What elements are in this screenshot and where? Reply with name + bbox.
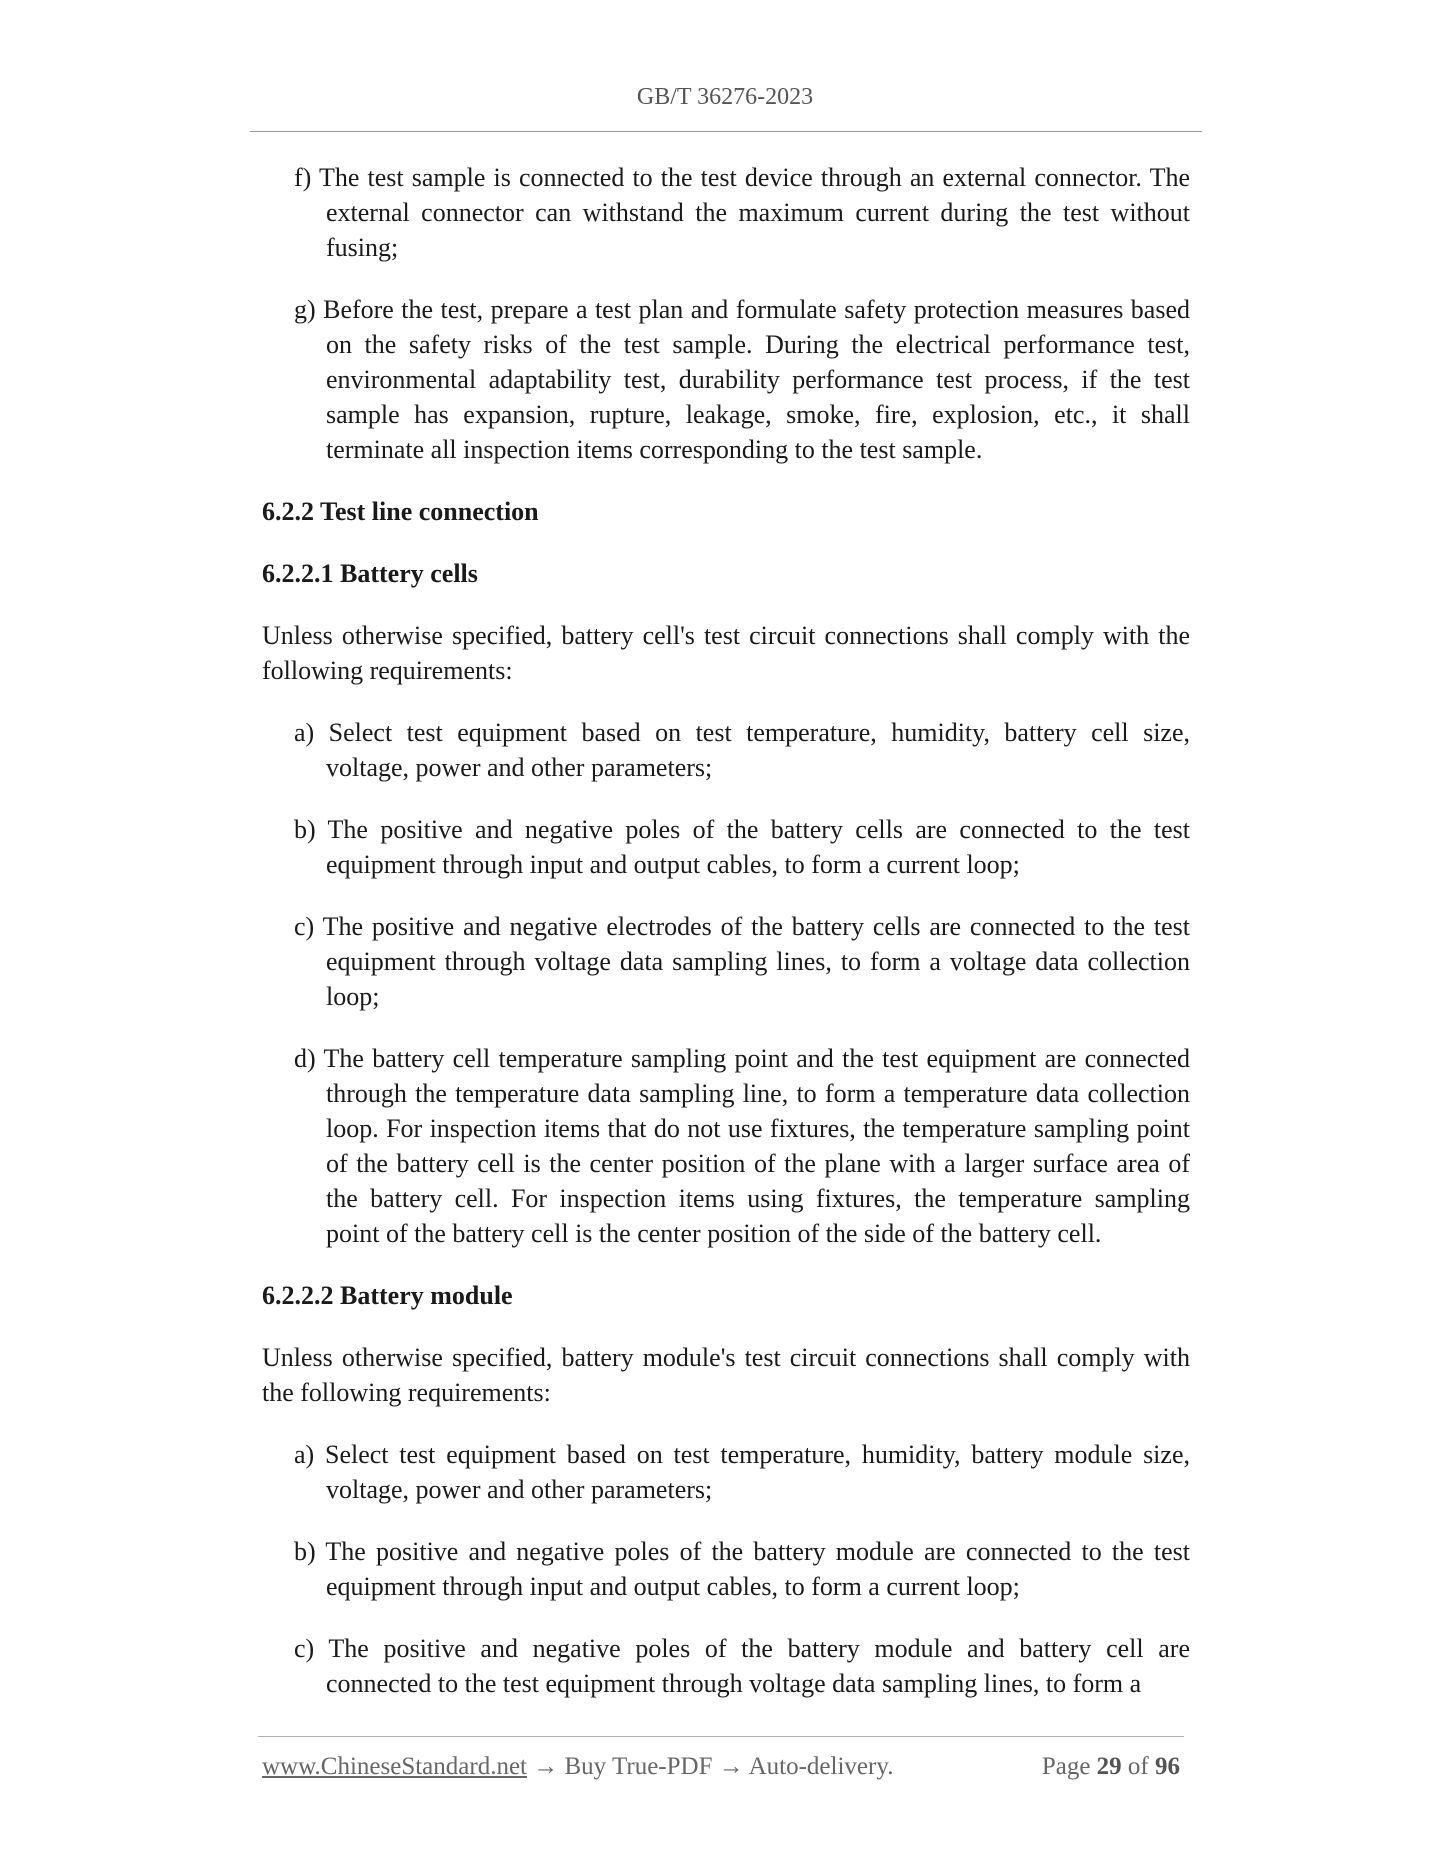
arrow-icon: → bbox=[718, 1753, 744, 1780]
footer bbox=[262, 1753, 1180, 1781]
document-body bbox=[262, 160, 1190, 1728]
paragraph-cell-intro: Unless otherwise specified, battery cell's test circuit connections shall comply with the following requirements: bbox=[262, 621, 1190, 685]
list-item-cell-a: a) Select test equipment based on test temperature, humidity, battery cell size, voltage, power and other parameters; bbox=[294, 718, 1190, 782]
buy-text: Buy True-PDF bbox=[564, 1753, 713, 1780]
footer-divider bbox=[258, 1736, 1184, 1737]
website-link[interactable]: www.ChineseStandard.net bbox=[262, 1753, 527, 1780]
arrow-icon: → bbox=[533, 1753, 559, 1780]
section-heading-6-2-2-1: 6.2.2.1 Battery cells bbox=[262, 559, 478, 588]
header-divider bbox=[250, 131, 1202, 132]
document-header: GB/T 36276-2023 bbox=[636, 84, 814, 110]
list-item-f: f) The test sample is connected to the test device through an external connector. The external connector can withstand the maximum current during the test without fusing; bbox=[294, 163, 1190, 262]
page-number: 29 bbox=[1096, 1753, 1122, 1780]
list-item-module-b: b) The positive and negative poles of the battery module are connected to the test equipment through input and output cables, to form a current loop; bbox=[294, 1537, 1190, 1601]
page-indicator bbox=[1042, 1753, 1180, 1781]
list-item-cell-d: d) The battery cell temperature sampling point and the test equipment are connected through the temperature data sampling line, to form a temperature data collection loop. For inspection items that do not use fixtures, the temperature sampling point of the battery cell is the center position of the plane with a larger surface area of the battery cell. For inspection items using fixtures, the temperature sampling point of the battery cell is the center position of the side of the battery cell. bbox=[294, 1044, 1190, 1248]
page-label: Page bbox=[1041, 1753, 1091, 1780]
list-item-module-a: a) Select test equipment based on test temperature, humidity, battery module size, voltage, power and other parameters; bbox=[294, 1440, 1190, 1504]
list-item-module-c: c) The positive and negative poles of the battery module and battery cell are connected to the test equipment through voltage data sampling lines, to form a bbox=[294, 1634, 1190, 1698]
list-item-g: g) Before the test, prepare a test plan and formulate safety protection measures based on the safety risks of the test sample. During the electrical performance test, environmental adaptability test, durability performance test process, if the test sample has expansion, rupture, leakage, smoke, fire, explosion, etc., it shall terminate all inspection items corresponding to the test sample. bbox=[294, 295, 1190, 464]
of-label: of bbox=[1127, 1753, 1149, 1780]
paragraph-module-intro: Unless otherwise specified, battery module's test circuit connections shall comply with the following requirements: bbox=[262, 1343, 1190, 1407]
total-pages: 96 bbox=[1155, 1753, 1180, 1780]
list-item-cell-c: c) The positive and negative electrodes of the battery cells are connected to the test equipment through voltage data sampling lines, to form a voltage data collection loop; bbox=[294, 912, 1190, 1011]
list-item-cell-b: b) The positive and negative poles of the battery cells are connected to the test equipment through input and output cables, to form a current loop; bbox=[294, 815, 1190, 879]
section-heading-6-2-2-2: 6.2.2.2 Battery module bbox=[262, 1281, 513, 1310]
delivery-text: Auto-delivery. bbox=[748, 1753, 894, 1780]
footer-links bbox=[262, 1753, 893, 1781]
section-heading-6-2-2: 6.2.2 Test line connection bbox=[262, 497, 539, 526]
